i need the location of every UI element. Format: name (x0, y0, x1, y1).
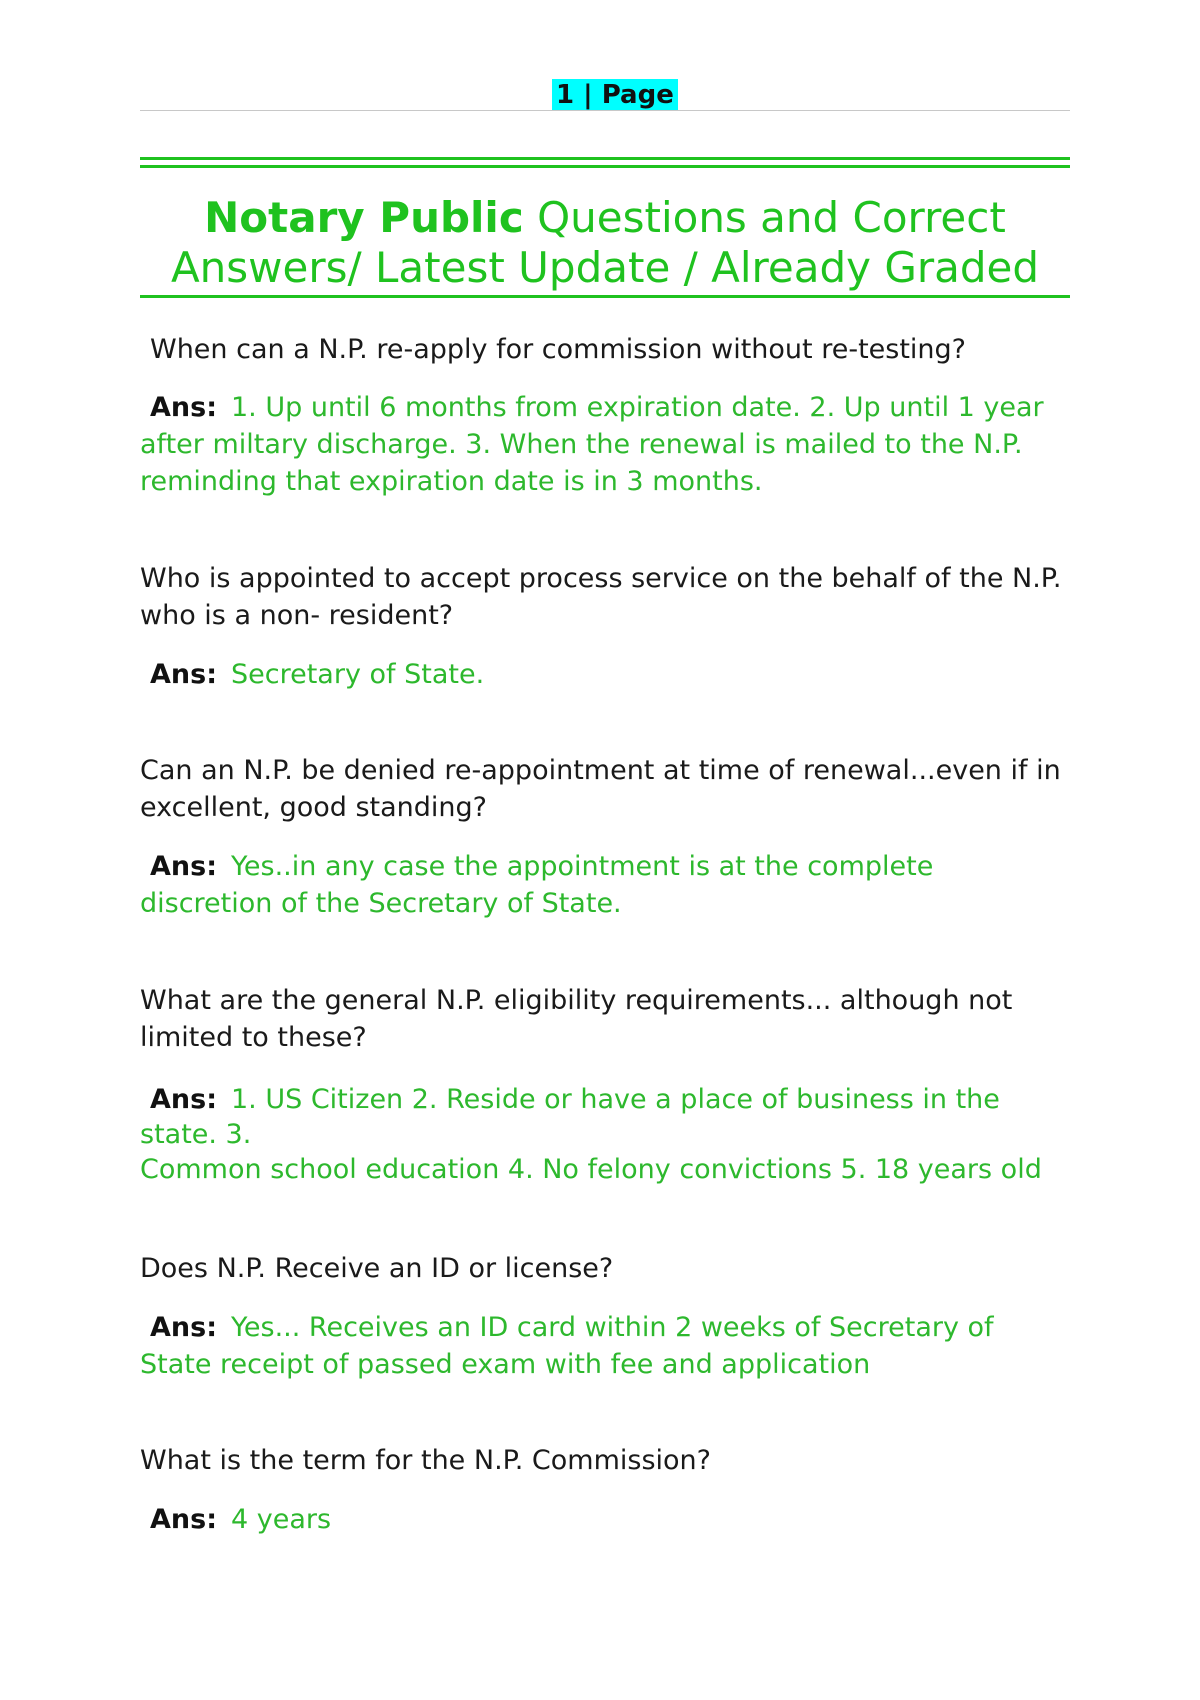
answer-label: Ans: (150, 1504, 217, 1535)
answer-label: Ans: (150, 1084, 217, 1115)
answer-label: Ans: (150, 392, 217, 423)
question-text: What is the term for the N.P. Commission? (140, 1445, 711, 1476)
answer-text: 1. US Citizen 2. Reside or have a place of business in the state. 3. (140, 1084, 1000, 1150)
answer-block (140, 1309, 1070, 1383)
question-text: Does N.P. Receive an ID or license? (140, 1253, 614, 1284)
answer-text: Yes... Receives an ID card within 2 weeks of Secretary of State receipt of passed exam with fee and application (140, 1312, 994, 1380)
question-text: When can a N.P. re-apply for commission without re-testing? (150, 334, 966, 365)
answer-text: Yes..in any case the appointment is at the complete discretion of the Secretary of State. (140, 851, 934, 919)
qa-item-1 (140, 331, 1070, 500)
answer-block (140, 1501, 1070, 1538)
answer-line: Common school education 4. No felony convictions 5. 18 years old (140, 1154, 1042, 1185)
qa-item-5 (140, 1250, 1070, 1383)
question-text: Can an N.P. be denied re-appointment at time of renewal...even if in excellent, good standing? (140, 755, 1061, 823)
question-text: What are the general N.P. eligibility requirements... although not limited to these? (140, 985, 1013, 1053)
answer-block (140, 848, 1070, 922)
answer-line (140, 1082, 1070, 1152)
answer-label: Ans: (150, 1312, 217, 1343)
document-title (140, 193, 1070, 293)
title-bottom-rule (140, 295, 1070, 298)
qa-item-6 (140, 1442, 1070, 1538)
answer-text: Secretary of State. (231, 659, 485, 690)
qa-item-2 (140, 560, 1070, 693)
answer-block (140, 1082, 1070, 1187)
page-number-label: 1 | Page (552, 79, 678, 111)
title-top-rule-lower (140, 165, 1070, 168)
qa-item-4 (140, 982, 1070, 1187)
answer-block (140, 389, 1070, 500)
title-bold-part: Notary Public (204, 193, 524, 242)
answer-text: 1. Up until 6 months from expiration date. 2. Up until 1 year after miltary discharge. 3. When the renewal is mailed to the N.P. reminding that expiration date is in 3 months. (140, 392, 1044, 497)
answer-text: 4 years (231, 1504, 332, 1535)
question-text: Who is appointed to accept process service on the behalf of the N.P. who is a non- resident? (140, 563, 1062, 631)
answer-label: Ans: (150, 659, 217, 690)
title-top-rule-upper (140, 157, 1070, 160)
header-rule (140, 110, 1070, 111)
title-rest-part: Questions and Correct Answers/ Latest Update / Already Graded (170, 193, 1040, 292)
answer-block (140, 656, 1070, 693)
qa-item-3 (140, 752, 1070, 922)
answer-label: Ans: (150, 851, 217, 882)
